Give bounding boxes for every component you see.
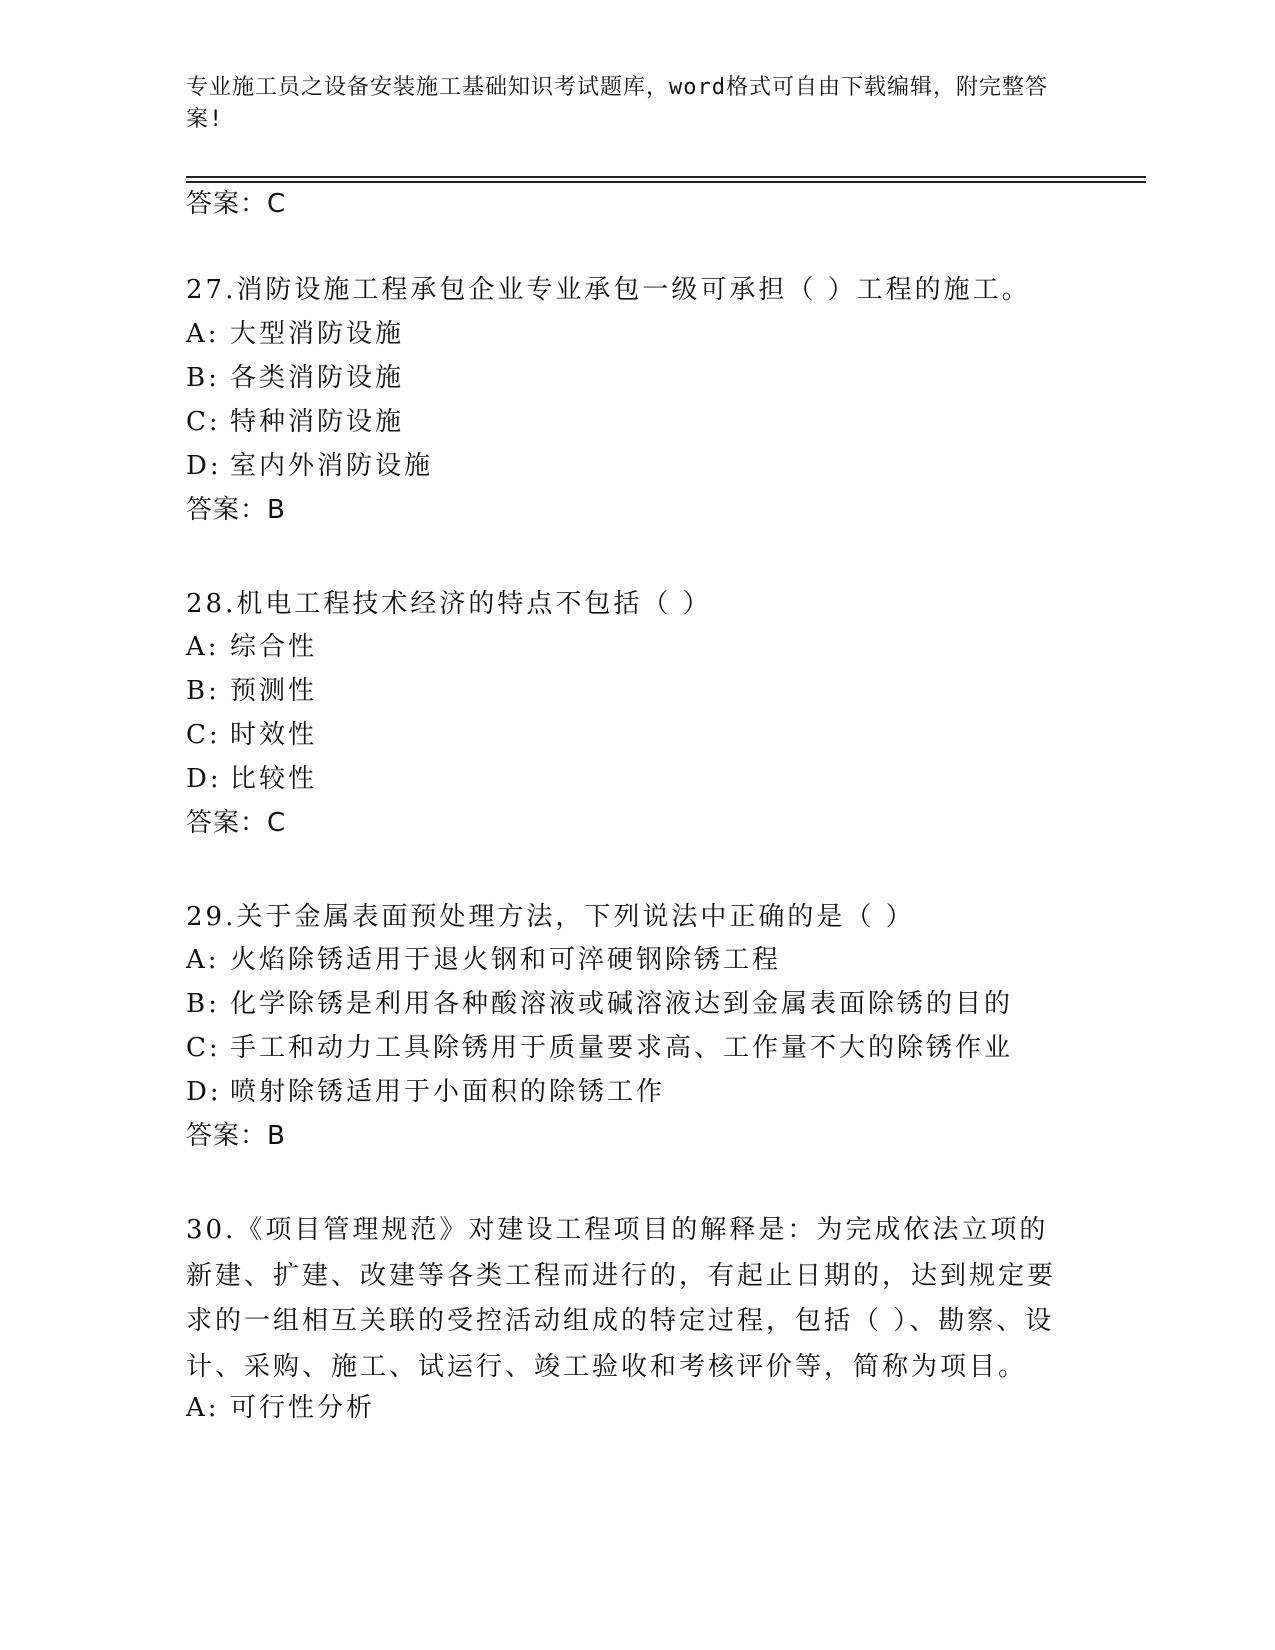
option-text: 比较性 <box>230 764 318 794</box>
question-28-option-b <box>186 673 317 709</box>
option-text: 手工和动力工具除锈用于质量要求高、工作量不大的除锈作业 <box>230 1033 1014 1063</box>
option-letter: A: <box>186 1393 220 1423</box>
option-letter: A: <box>186 319 220 349</box>
question-29-stem: 29.关于金属表面预处理方法，下列说法中正确的是（ ） <box>186 902 915 932</box>
option-letter: D: <box>186 451 222 481</box>
question-28-option-d <box>186 761 317 797</box>
option-letter: C: <box>186 1033 221 1063</box>
header-divider-second <box>186 181 1146 183</box>
option-text: 大型消防设施 <box>230 319 405 349</box>
answer-label: 答案：C <box>186 189 287 219</box>
question-30-stem: 30.《项目管理规范》对建设工程项目的解释是：为完成依法立项的新建、扩建、改建等各类工程而进行的，有起止日期的，达到规定要求的一组相互关联的受控活动组成的特定过程，包括（ ）、勘察、设计、采购、施工、试运行、竣工验收和考核评价等，简称为项目。 <box>186 1215 1057 1382</box>
option-text: 可行性分析 <box>230 1393 376 1423</box>
option-text: 化学除锈是利用各种酸溶液或碱溶液达到金属表面除锈的目的 <box>230 989 1014 1019</box>
header-divider <box>186 176 1146 178</box>
question-27-option-d <box>186 448 433 484</box>
question-27-option-a <box>186 316 404 352</box>
question-28-option-c <box>186 717 317 753</box>
question-29-option-d <box>186 1074 665 1110</box>
option-text: 综合性 <box>230 632 318 662</box>
option-text: 室内外消防设施 <box>230 451 434 481</box>
question-28-stem: 28.机电工程技术经济的特点不包括（ ） <box>186 589 712 619</box>
option-text: 预测性 <box>230 676 318 706</box>
question-29-option-a <box>186 942 781 978</box>
option-text: 特种消防设施 <box>230 407 405 437</box>
question-28-option-a <box>186 629 317 665</box>
option-letter: A: <box>186 945 220 975</box>
document-header: 专业施工员之设备安装施工基础知识考试题库，word格式可自由下载编辑，附完整答案! <box>186 75 1048 132</box>
question-29-option-c <box>186 1030 1013 1066</box>
option-text: 时效性 <box>230 720 318 750</box>
option-letter: D: <box>186 764 222 794</box>
option-text: 喷射除锈适用于小面积的除锈工作 <box>230 1077 666 1107</box>
option-letter: A: <box>186 632 220 662</box>
option-letter: D: <box>186 1077 222 1107</box>
question-27-option-b <box>186 360 404 396</box>
option-letter: B: <box>186 676 220 706</box>
option-letter: B: <box>186 989 220 1019</box>
option-letter: C: <box>186 720 221 750</box>
question-29-option-b <box>186 986 1013 1022</box>
question-29-answer: 答案：B <box>186 1121 286 1151</box>
question-27-answer: 答案：B <box>186 495 286 525</box>
option-letter: C: <box>186 407 221 437</box>
question-27-stem: 27.消防设施工程承包企业专业承包一级可承担（ ）工程的施工。 <box>186 275 1031 305</box>
question-30-option-a <box>186 1390 375 1426</box>
option-text: 各类消防设施 <box>230 363 405 393</box>
question-27-option-c <box>186 404 404 440</box>
question-28-answer: 答案：C <box>186 808 287 838</box>
option-letter: B: <box>186 363 220 393</box>
option-text: 火焰除锈适用于退火钢和可淬硬钢除锈工程 <box>230 945 782 975</box>
